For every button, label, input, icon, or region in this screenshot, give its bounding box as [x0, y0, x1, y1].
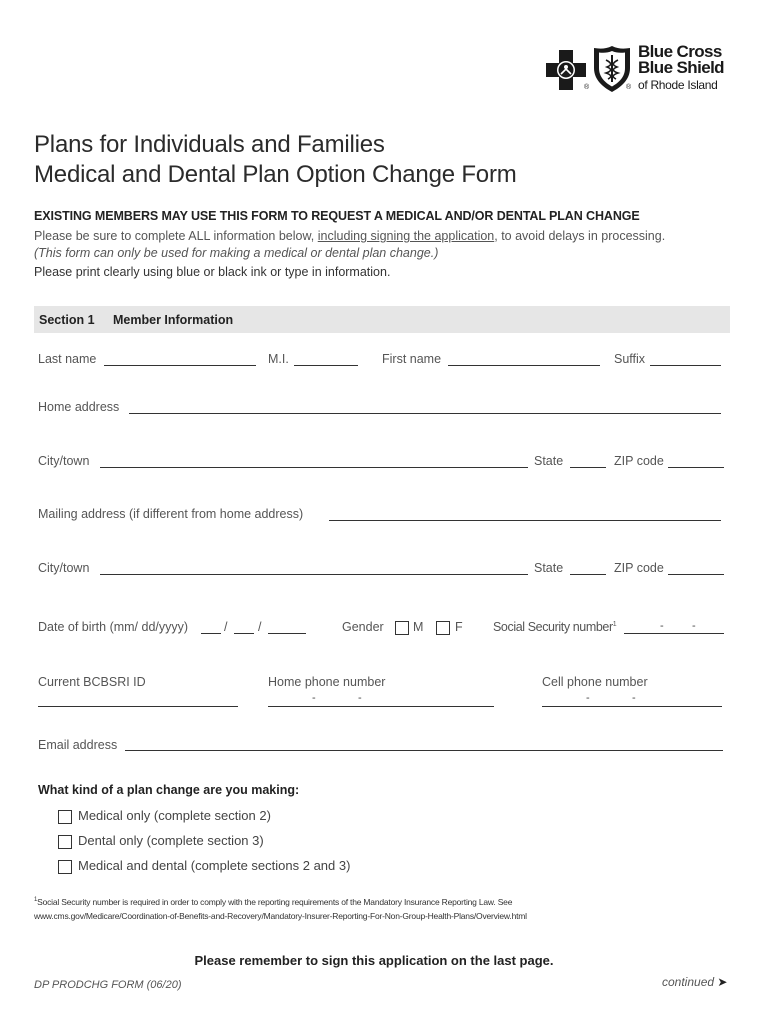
section-title: Member Information: [113, 313, 234, 327]
ssn-footnote-marker: 1: [612, 620, 617, 628]
page-title: [34, 130, 517, 190]
email-label: Email address: [38, 738, 118, 752]
gender-label: Gender: [342, 620, 384, 634]
ssn-label: [493, 620, 616, 634]
section-1-header: [34, 306, 730, 333]
home-address-label: Home address: [38, 400, 120, 414]
registered-mark: ®: [584, 84, 590, 91]
ssn-dash-2: -: [692, 620, 696, 632]
gender-f-label: F: [455, 620, 463, 634]
home-address-field[interactable]: [129, 413, 721, 414]
blue-cross-icon: [546, 50, 586, 94]
state-label-2: State: [534, 561, 564, 575]
registered-mark-shield: ®: [626, 84, 632, 91]
zip-field-2[interactable]: [668, 574, 724, 575]
logo-wordmark: [638, 44, 724, 93]
cell-phone-dash-2: -: [632, 692, 636, 704]
cell-phone-field[interactable]: [542, 706, 722, 707]
bcbsri-id-field[interactable]: [38, 706, 238, 707]
bcbsri-id-label: Current BCBSRI ID: [38, 675, 146, 689]
suffix-label: Suffix: [614, 352, 646, 366]
medical-and-dental-checkbox[interactable]: [58, 860, 72, 874]
intro-line-2-pre: Please be sure to complete ALL information below,: [34, 229, 318, 243]
state-field[interactable]: [570, 467, 606, 468]
form-id: DP PRODCHG FORM (06/20): [34, 979, 182, 991]
intro-line-2-post: , to avoid delays in processing.: [494, 229, 666, 243]
dob-separator-1: /: [224, 620, 228, 634]
dob-label: Date of birth (mm/ dd/yyyy): [38, 620, 189, 634]
zip-field[interactable]: [668, 467, 724, 468]
mi-label: M.I.: [268, 352, 289, 366]
cell-phone-dash-1: -: [586, 692, 590, 704]
footnote-line-1: [34, 897, 512, 907]
state-field-2[interactable]: [570, 574, 606, 575]
section-number: Section 1: [39, 313, 95, 327]
dob-day-field[interactable]: [234, 633, 254, 634]
continued-indicator: [662, 975, 727, 989]
footnote-text-1: Social Security number is required in order to comply with the reporting requirements of the Mandatory Insurance Reporting Law. See: [37, 897, 513, 907]
ssn-field[interactable]: [624, 633, 724, 634]
intro-line-4: Please print clearly using blue or black ink or type in information.: [34, 265, 391, 279]
dental-only-label: Dental only (complete section 3): [78, 833, 264, 848]
cell-phone-label: Cell phone number: [542, 675, 648, 689]
medical-and-dental-label: Medical and dental (complete sections 2 and 3): [78, 858, 351, 873]
intro-line-2: [34, 229, 665, 243]
city-town-label: City/town: [38, 454, 90, 468]
home-phone-dash-1: -: [312, 692, 316, 704]
mailing-address-label: Mailing address (if different from home address): [38, 507, 304, 521]
title-line-1: Plans for Individuals and Families: [34, 131, 385, 158]
dob-year-field[interactable]: [268, 633, 306, 634]
first-name-field[interactable]: [448, 365, 600, 366]
mi-field[interactable]: [294, 365, 358, 366]
city-town-field-2[interactable]: [100, 574, 528, 575]
home-phone-field[interactable]: [268, 706, 494, 707]
intro-line-3: (This form can only be used for making a medical or dental plan change.): [34, 246, 439, 260]
ssn-dash-1: -: [660, 620, 664, 632]
continued-label: continued: [662, 975, 715, 989]
footnote-line-2: www.cms.gov/Medicare/Coordination-of-Benefits-and-Recovery/Mandatory-Insurer-Reporting-For-Non-Group-Health-Plans/Overview.html: [34, 911, 527, 921]
home-phone-label: Home phone number: [268, 675, 386, 689]
existing-members-heading: EXISTING MEMBERS MAY USE THIS FORM TO REQUEST A MEDICAL AND/OR DENTAL PLAN CHANGE: [34, 209, 640, 223]
gender-m-label: M: [413, 620, 424, 634]
medical-only-checkbox[interactable]: [58, 810, 72, 824]
bcbsri-logo: [546, 44, 732, 96]
dob-month-field[interactable]: [201, 633, 221, 634]
home-phone-dash-2: -: [358, 692, 362, 704]
sign-reminder: Please remember to sign this application on the last page.: [194, 953, 554, 968]
logo-line-2: Blue Shield: [638, 58, 724, 77]
medical-only-label: Medical only (complete section 2): [78, 808, 271, 823]
dental-only-checkbox[interactable]: [58, 835, 72, 849]
dob-separator-2: /: [258, 620, 262, 634]
first-name-label: First name: [382, 352, 442, 366]
logo-line-3: of Rhode Island: [638, 78, 718, 92]
logo-line-1: Blue Cross: [638, 42, 722, 61]
city-town-label-2: City/town: [38, 561, 90, 575]
gender-m-checkbox[interactable]: [395, 621, 409, 635]
blue-shield-icon: [594, 46, 630, 92]
mailing-address-field[interactable]: [329, 520, 721, 521]
zip-label-2: ZIP code: [614, 561, 664, 575]
last-name-field[interactable]: [104, 365, 256, 366]
last-name-label: Last name: [38, 352, 97, 366]
city-town-field[interactable]: [100, 467, 528, 468]
suffix-field[interactable]: [650, 365, 721, 366]
gender-f-checkbox[interactable]: [436, 621, 450, 635]
continued-arrow-icon: ➤: [717, 975, 728, 989]
state-label: State: [534, 454, 564, 468]
plan-change-question: What kind of a plan change are you making:: [38, 783, 300, 797]
ssn-label-text: Social Security number: [493, 620, 613, 634]
intro-line-2-underlined: including signing the application: [317, 229, 495, 243]
zip-label: ZIP code: [614, 454, 664, 468]
email-field[interactable]: [125, 750, 723, 751]
title-line-2: Medical and Dental Plan Option Change Form: [34, 161, 517, 188]
footnote-marker: 1: [34, 897, 38, 904]
